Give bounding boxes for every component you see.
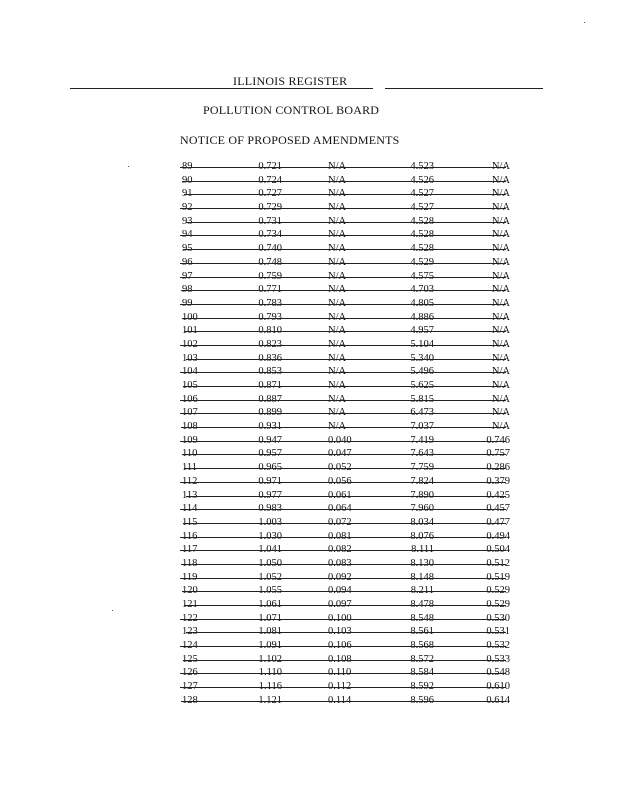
row-number-cell: 110 <box>182 448 198 460</box>
table-row <box>180 365 520 379</box>
strikethrough-line <box>183 249 506 250</box>
value-4-cell: 0.531 <box>486 626 510 638</box>
table-row <box>180 516 520 530</box>
table-row <box>180 447 520 461</box>
value-2-cell: N/A <box>328 229 347 241</box>
table-row <box>180 625 520 639</box>
value-2-cell: N/A <box>328 161 347 172</box>
row-number-cell: 104 <box>182 366 198 378</box>
value-3-cell: 5.340 <box>410 352 434 364</box>
table-row <box>180 270 520 284</box>
value-1-cell: 0.853 <box>258 366 282 378</box>
value-4-cell: N/A <box>491 352 510 364</box>
table-row <box>180 297 520 311</box>
row-number-cell: 89 <box>182 161 193 172</box>
strikethrough-line <box>180 441 506 442</box>
value-3-cell: 8.211 <box>410 585 434 597</box>
strikethrough-line <box>183 660 506 661</box>
strikethrough-line <box>180 208 506 209</box>
table-row <box>180 420 520 434</box>
register-title: ILLINOIS REGISTER <box>233 74 348 88</box>
value-2-cell: N/A <box>328 270 347 282</box>
value-4-cell: N/A <box>491 243 510 255</box>
value-4-cell: 0.529 <box>486 599 510 610</box>
value-1-cell: 0.727 <box>258 188 282 200</box>
value-1-cell: 1.102 <box>258 653 282 665</box>
value-3-cell: 4.529 <box>410 256 434 268</box>
row-number-cell: 122 <box>182 612 198 624</box>
value-1-cell: 0.740 <box>258 243 282 255</box>
value-2-cell: 0.094 <box>328 585 352 597</box>
value-2-cell: N/A <box>328 297 347 309</box>
value-4-cell: 0.512 <box>486 557 510 569</box>
table-row <box>180 543 520 557</box>
strikethrough-line <box>181 564 506 565</box>
value-4-cell: N/A <box>491 380 510 391</box>
strikethrough-line <box>181 427 506 428</box>
table-row <box>180 379 520 393</box>
row-number-cell: 120 <box>182 585 198 597</box>
row-number-cell: 123 <box>182 626 198 638</box>
value-3-cell: 8.148 <box>410 571 434 583</box>
scan-speck <box>584 22 585 23</box>
value-1-cell: 1.121 <box>258 694 282 706</box>
value-4-cell: 0.533 <box>486 653 510 665</box>
value-2-cell: 0.110 <box>328 667 352 679</box>
value-2-cell: N/A <box>328 352 347 364</box>
value-3-cell: 5.625 <box>410 380 434 391</box>
value-3-cell: 5.104 <box>410 338 434 350</box>
strikethrough-line <box>180 482 506 483</box>
value-1-cell: 0.823 <box>258 338 282 350</box>
value-1-cell: 1.091 <box>258 640 282 652</box>
table-row <box>180 160 520 174</box>
row-number-cell: 124 <box>182 640 198 652</box>
value-1-cell: 1.052 <box>258 571 282 583</box>
row-number-cell: 126 <box>182 667 198 679</box>
value-4-cell: 0.425 <box>486 489 510 501</box>
value-4-cell: 0.757 <box>486 448 510 460</box>
value-2-cell: 0.064 <box>328 503 352 515</box>
value-4-cell: N/A <box>491 325 510 337</box>
table-row <box>180 311 520 325</box>
row-number-cell: 117 <box>182 544 198 556</box>
table-row <box>180 174 520 188</box>
value-1-cell: 1.041 <box>258 544 282 556</box>
row-number-cell: 105 <box>182 380 198 391</box>
value-1-cell: 1.081 <box>258 626 282 638</box>
table-row <box>180 666 520 680</box>
value-2-cell: N/A <box>328 215 347 227</box>
value-3-cell: 7.759 <box>410 462 434 474</box>
strikethrough-line <box>182 454 506 455</box>
value-2-cell: N/A <box>328 421 347 433</box>
value-4-cell: N/A <box>491 256 510 268</box>
table-row <box>180 557 520 571</box>
strikethrough-line <box>180 277 506 278</box>
row-number-cell: 96 <box>182 256 193 268</box>
table-row <box>180 571 520 585</box>
value-2-cell: 0.061 <box>328 489 352 501</box>
row-number-cell: 112 <box>182 475 198 487</box>
value-4-cell: 0.548 <box>486 667 510 679</box>
table-row <box>180 406 520 420</box>
value-2-cell: N/A <box>328 380 347 391</box>
strikethrough-line <box>186 496 506 497</box>
value-3-cell: 8.478 <box>410 599 434 610</box>
row-number-cell: 108 <box>182 421 198 433</box>
value-2-cell: 0.114 <box>328 694 352 706</box>
value-2-cell: N/A <box>328 393 347 405</box>
value-2-cell: N/A <box>328 325 347 337</box>
value-3-cell: 8.548 <box>410 612 434 624</box>
value-2-cell: 0.103 <box>328 626 352 638</box>
table-row <box>180 653 520 667</box>
value-4-cell: N/A <box>491 270 510 282</box>
value-4-cell: 0.530 <box>486 612 510 624</box>
value-1-cell: 0.771 <box>258 284 282 296</box>
value-3-cell: 8.111 <box>411 544 434 556</box>
value-1-cell: 0.748 <box>258 256 282 268</box>
value-1-cell: 0.977 <box>258 489 282 501</box>
table-row <box>180 639 520 653</box>
value-3-cell: 7.037 <box>410 421 434 433</box>
value-1-cell: 0.947 <box>258 434 282 446</box>
data-table <box>180 160 520 708</box>
value-2-cell: 0.081 <box>328 530 352 542</box>
value-4-cell: 0.504 <box>486 544 510 556</box>
table-row <box>180 393 520 407</box>
table-row <box>180 352 520 366</box>
value-3-cell: 6.473 <box>410 407 434 419</box>
value-1-cell: 0.836 <box>258 352 282 364</box>
value-4-cell: N/A <box>491 407 510 419</box>
value-3-cell: 7.419 <box>410 434 434 446</box>
strikethrough-line <box>180 646 506 647</box>
value-4-cell: 0.614 <box>486 694 510 706</box>
table-row <box>180 338 520 352</box>
value-1-cell: 0.724 <box>258 174 282 186</box>
value-3-cell: 4.528 <box>410 215 434 227</box>
value-4-cell: N/A <box>491 297 510 309</box>
table-row <box>180 694 520 708</box>
value-4-cell: N/A <box>491 393 510 405</box>
value-2-cell: N/A <box>328 407 347 419</box>
value-3-cell: 8.568 <box>410 640 434 652</box>
value-4-cell: N/A <box>491 338 510 350</box>
row-number-cell: 106 <box>182 393 198 405</box>
value-2-cell: 0.100 <box>328 612 352 624</box>
strikethrough-line <box>180 509 506 510</box>
value-1-cell: 0.810 <box>258 325 282 337</box>
value-1-cell: 1.003 <box>258 516 282 528</box>
value-3-cell: 8.592 <box>410 681 434 693</box>
value-4-cell: N/A <box>491 202 510 214</box>
value-3-cell: 4.957 <box>410 325 434 337</box>
value-3-cell: 4.703 <box>410 284 434 296</box>
strikethrough-line <box>184 468 506 469</box>
value-3-cell: 4.523 <box>410 161 434 172</box>
value-4-cell: 0.477 <box>486 516 510 528</box>
value-1-cell: 0.721 <box>258 161 282 172</box>
table-row <box>180 584 520 598</box>
strikethrough-line <box>184 194 506 195</box>
header-rule-right <box>385 88 543 89</box>
scan-speck <box>128 166 129 167</box>
value-3-cell: 8.572 <box>410 653 434 665</box>
strikethrough-line <box>181 701 506 702</box>
value-3-cell: 7.960 <box>410 503 434 515</box>
value-3-cell: 4.805 <box>410 297 434 309</box>
strikethrough-line <box>182 181 506 182</box>
value-1-cell: 0.793 <box>258 311 282 323</box>
value-4-cell: 0.529 <box>486 585 510 597</box>
row-number-cell: 103 <box>182 352 198 364</box>
table-row <box>180 502 520 516</box>
strikethrough-line <box>180 687 506 688</box>
strikethrough-line <box>180 413 506 414</box>
table-row <box>180 187 520 201</box>
row-number-cell: 100 <box>182 311 198 323</box>
table-row <box>180 228 520 242</box>
row-number-cell: 125 <box>182 653 198 665</box>
value-4-cell: N/A <box>491 229 510 241</box>
value-2-cell: 0.097 <box>328 599 352 610</box>
value-3-cell: 4.526 <box>410 174 434 186</box>
strikethrough-line <box>180 619 506 620</box>
strikethrough-line <box>182 591 506 592</box>
value-3-cell: 4.528 <box>410 229 434 241</box>
value-4-cell: 0.457 <box>486 503 510 515</box>
value-3-cell: 7.890 <box>410 489 434 501</box>
strikethrough-line <box>183 386 506 387</box>
value-2-cell: N/A <box>328 188 347 200</box>
row-number-cell: 118 <box>182 557 198 569</box>
value-3-cell: 4.527 <box>410 188 434 200</box>
row-number-cell: 102 <box>182 338 198 350</box>
table-row <box>180 598 520 612</box>
value-2-cell: N/A <box>328 311 347 323</box>
strikethrough-line <box>180 235 506 236</box>
value-4-cell: N/A <box>491 311 510 323</box>
table-row <box>180 324 520 338</box>
value-4-cell: 0.286 <box>486 462 510 474</box>
value-1-cell: 0.731 <box>258 215 282 227</box>
strikethrough-line <box>182 318 506 319</box>
row-number-cell: 115 <box>182 516 198 528</box>
value-1-cell: 0.734 <box>258 229 282 241</box>
value-2-cell: 0.047 <box>328 448 352 460</box>
value-2-cell: 0.092 <box>328 571 352 583</box>
value-1-cell: 0.759 <box>258 270 282 282</box>
value-4-cell: 0.610 <box>486 681 510 693</box>
strikethrough-line <box>180 400 506 401</box>
strikethrough-line <box>180 550 506 551</box>
value-2-cell: 0.056 <box>328 475 352 487</box>
row-number-cell: 92 <box>182 202 193 214</box>
value-3-cell: 8.584 <box>410 667 434 679</box>
value-2-cell: 0.106 <box>328 640 352 652</box>
table-row <box>180 530 520 544</box>
table-row <box>180 256 520 270</box>
value-1-cell: 0.899 <box>258 407 282 419</box>
value-2-cell: 0.112 <box>328 681 352 693</box>
row-number-cell: 91 <box>182 188 193 200</box>
strikethrough-line <box>181 290 506 291</box>
value-2-cell: 0.040 <box>328 434 352 446</box>
row-number-cell: 113 <box>182 489 198 501</box>
table-row <box>180 489 520 503</box>
row-number-cell: 95 <box>182 243 193 255</box>
strikethrough-line <box>180 673 506 674</box>
value-1-cell: 0.931 <box>258 421 282 433</box>
value-3-cell: 8.130 <box>410 557 434 569</box>
strikethrough-line <box>180 304 506 305</box>
strikethrough-line <box>180 578 506 579</box>
row-number-cell: 107 <box>182 407 198 419</box>
strikethrough-line <box>186 222 506 223</box>
value-4-cell: N/A <box>491 161 510 172</box>
value-3-cell: 4.886 <box>410 311 434 323</box>
value-2-cell: N/A <box>328 243 347 255</box>
value-2-cell: 0.082 <box>328 544 352 556</box>
value-2-cell: 0.052 <box>328 462 352 474</box>
value-2-cell: 0.108 <box>328 653 352 665</box>
row-number-cell: 90 <box>182 174 193 186</box>
strikethrough-line <box>180 372 506 373</box>
row-number-cell: 121 <box>182 599 198 610</box>
value-3-cell: 8.076 <box>410 530 434 542</box>
strikethrough-line <box>186 359 506 360</box>
strikethrough-line <box>180 167 506 168</box>
value-2-cell: N/A <box>328 256 347 268</box>
value-3-cell: 5.815 <box>410 393 434 405</box>
value-4-cell: 0.379 <box>486 475 510 487</box>
row-number-cell: 111 <box>182 462 197 474</box>
value-2-cell: N/A <box>328 338 347 350</box>
strikethrough-line <box>184 331 506 332</box>
row-number-cell: 99 <box>182 297 193 309</box>
value-1-cell: 1.050 <box>258 557 282 569</box>
value-2-cell: 0.072 <box>328 516 352 528</box>
value-1-cell: 0.871 <box>258 380 282 391</box>
value-1-cell: 0.965 <box>258 462 282 474</box>
value-1-cell: 1.061 <box>258 599 282 610</box>
value-1-cell: 0.729 <box>258 202 282 214</box>
value-4-cell: 0.746 <box>486 434 510 446</box>
table-row <box>180 612 520 626</box>
value-3-cell: 5.496 <box>410 366 434 378</box>
value-1-cell: 0.887 <box>258 393 282 405</box>
table-row <box>180 434 520 448</box>
row-number-cell: 128 <box>182 694 198 706</box>
value-4-cell: N/A <box>491 284 510 296</box>
value-1-cell: 0.983 <box>258 503 282 515</box>
value-1-cell: 1.030 <box>258 530 282 542</box>
value-4-cell: 0.519 <box>486 571 510 583</box>
value-4-cell: N/A <box>491 174 510 186</box>
row-number-cell: 98 <box>182 284 193 296</box>
table-row <box>180 680 520 694</box>
value-1-cell: 1.071 <box>258 612 282 624</box>
strikethrough-line <box>186 632 506 633</box>
value-1-cell: 1.110 <box>258 667 282 679</box>
value-3-cell: 4.575 <box>410 270 434 282</box>
table-row <box>180 215 520 229</box>
row-number-cell: 101 <box>182 325 198 337</box>
table-row <box>180 461 520 475</box>
value-3-cell: 4.528 <box>410 243 434 255</box>
table-row <box>180 283 520 297</box>
row-number-cell: 93 <box>182 215 193 227</box>
value-3-cell: 7.643 <box>410 448 434 460</box>
table-row <box>180 242 520 256</box>
value-1-cell: 0.783 <box>258 297 282 309</box>
value-1-cell: 1.055 <box>258 585 282 597</box>
value-4-cell: N/A <box>491 366 510 378</box>
value-2-cell: N/A <box>328 202 347 214</box>
value-2-cell: 0.083 <box>328 557 352 569</box>
board-name: POLLUTION CONTROL BOARD <box>203 103 380 117</box>
value-1-cell: 0.971 <box>258 475 282 487</box>
value-3-cell: 7.824 <box>410 475 434 487</box>
scan-speck <box>112 610 113 611</box>
strikethrough-line <box>183 523 506 524</box>
value-4-cell: 0.532 <box>486 640 510 652</box>
strikethrough-line <box>180 345 506 346</box>
strikethrough-line <box>180 537 506 538</box>
row-number-cell: 119 <box>182 571 198 583</box>
value-3-cell: 8.561 <box>410 626 434 638</box>
strikethrough-line <box>184 605 506 606</box>
row-number-cell: 114 <box>182 503 198 515</box>
row-number-cell: 94 <box>182 229 193 241</box>
value-2-cell: N/A <box>328 366 347 378</box>
value-3-cell: 4.527 <box>410 202 434 214</box>
value-2-cell: N/A <box>328 284 347 296</box>
value-3-cell: 8.596 <box>410 694 434 706</box>
table-row <box>180 201 520 215</box>
value-4-cell: N/A <box>491 188 510 200</box>
row-number-cell: 127 <box>182 681 198 693</box>
value-1-cell: 1.116 <box>258 681 282 693</box>
value-4-cell: N/A <box>491 215 510 227</box>
value-2-cell: N/A <box>328 174 347 186</box>
row-number-cell: 116 <box>182 530 198 542</box>
notice-title: NOTICE OF PROPOSED AMENDMENTS <box>180 133 400 147</box>
value-4-cell: 0.494 <box>486 530 510 542</box>
row-number-cell: 109 <box>182 434 198 446</box>
value-4-cell: N/A <box>491 421 510 433</box>
table-row <box>180 475 520 489</box>
row-number-cell: 97 <box>182 270 193 282</box>
value-1-cell: 0.957 <box>258 448 282 460</box>
strikethrough-line <box>180 263 506 264</box>
value-3-cell: 8.034 <box>410 516 434 528</box>
